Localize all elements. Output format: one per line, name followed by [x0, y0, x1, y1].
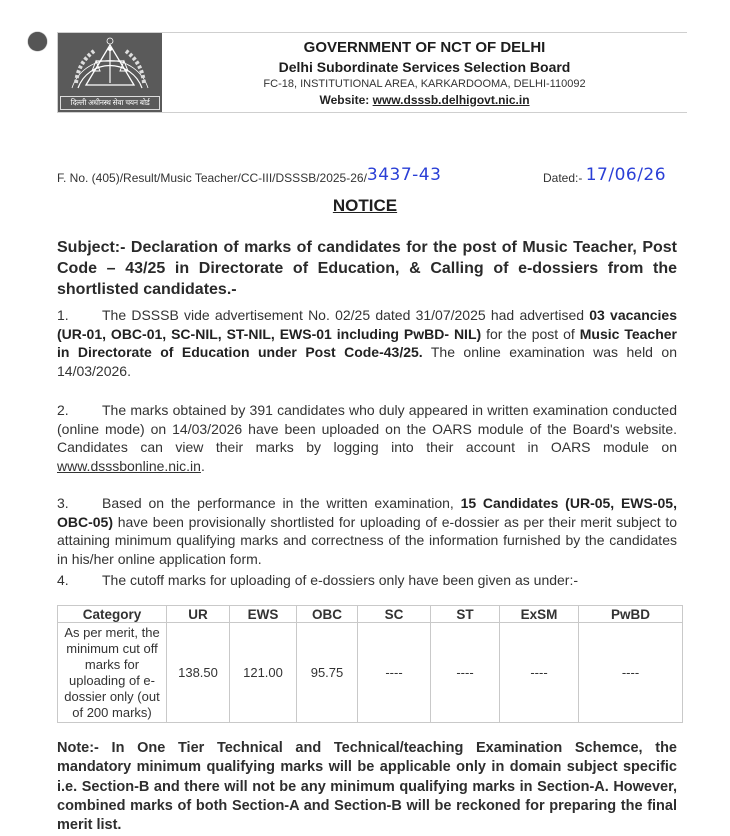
paragraph-1 [57, 306, 677, 380]
letterhead [57, 32, 687, 113]
cutoff-table [57, 605, 683, 723]
file-number [57, 167, 441, 187]
para-text: . [200, 457, 205, 474]
table-row [58, 623, 683, 723]
notice-title: NOTICE [332, 196, 398, 215]
letterhead-text [162, 33, 687, 107]
punch-hole [28, 32, 47, 51]
paragraph-3 [57, 494, 677, 568]
date-handwritten: 17/06/26 [585, 165, 667, 185]
scales-emblem-icon [58, 33, 162, 99]
paragraph-4 [57, 571, 677, 590]
col-pwbd: PwBD [579, 606, 683, 623]
col-sc: SC [358, 606, 431, 623]
para-text: have been provisionally shortlisted for uploading of e-dossier as per their merit subject to attaining minimum qualifying marks and correctness of the information furnished by the candidates in his/her online application form. [57, 513, 677, 567]
col-ur: UR [167, 606, 230, 623]
board-address: FC-18, INSTITUTIONAL AREA, KARKARDOOMA, DELHI-110092 [263, 78, 586, 90]
website-link[interactable]: www.dsssb.delhigovt.nic.in [372, 93, 530, 107]
paragraph-2 [57, 401, 677, 475]
para-text: for the post of [481, 325, 580, 342]
paragraph-number: 2. [57, 402, 69, 418]
col-exsm: ExSM [500, 606, 579, 623]
logo-caption: दिल्ली अधीनस्थ सेवा चयन बोर्ड [60, 96, 160, 110]
col-ews: EWS [230, 606, 297, 623]
paragraph-number: 3. [57, 495, 69, 511]
file-number-handwritten: 3437-43 [366, 165, 442, 185]
cell-obc: 95.75 [297, 623, 358, 723]
col-st: ST [431, 606, 500, 623]
para-bold: 03 vacancies (UR-01, OBC-01, SC-NIL, ST-NIL, EWS-01 including PwBD- NIL) [57, 307, 677, 342]
cell-exsm: ---- [500, 623, 579, 723]
cell-ur: 138.50 [167, 623, 230, 723]
cell-pwbd: ---- [579, 623, 683, 723]
para-text: The DSSSB vide advertisement No. 02/25 dated 31/07/2025 had advertised [102, 307, 590, 323]
cell-ews: 121.00 [230, 623, 297, 723]
board-name: Delhi Subordinate Services Selection Board [278, 59, 571, 75]
paragraph-number: 4. [57, 572, 69, 588]
col-category: Category [58, 606, 167, 623]
para-text: The cutoff marks for uploading of e-dossiers only have been given as under:- [102, 572, 579, 588]
table-header-row [58, 606, 683, 623]
dsssb-logo [58, 33, 162, 112]
para-text: Based on the performance in the written examination, [102, 495, 461, 511]
para-bold: Music Teacher in Directorate of Education under Post Code-43/25. [57, 325, 677, 360]
subject: Subject:- Declaration of marks of candidates for the post of Music Teacher, Post Code – 43/25 in Directorate of Education, & Calling of e-dossiers from the shortlisted candidates.- [57, 239, 677, 298]
date-line [543, 167, 666, 187]
col-obc: OBC [297, 606, 358, 623]
government-title: GOVERNMENT OF NCT OF DELHI [303, 39, 546, 56]
row-label: As per merit, the minimum cut off marks for uploading of e-dossier only (out of 200 marks) [58, 623, 167, 723]
cell-st: ---- [431, 623, 500, 723]
para-bold: 15 Candidates (UR-05, EWS-05, OBC-05) [57, 495, 677, 530]
website-line [162, 93, 687, 107]
date-label: Dated:- [543, 171, 583, 185]
para-text: The marks obtained by 391 candidates who duly appeared in written examination conducted (online mode) on 14/03/2026 have been uploaded on the OARS module of the Board's website. Candidates can view their marks by logging into their account in OARS module on [57, 402, 677, 455]
cell-sc: ---- [358, 623, 431, 723]
note: Note:- In One Tier Technical and Technical/teaching Examination Schemce, the mandatory minimum qualifying marks will be applicable only in domain subject specific i.e. Section-B and there will not be any minimum qualifying marks in Section-A. However, combined marks of both Section-A and Section-B will be reckoned for preparing the final merit list. [57, 740, 677, 834]
para-text: The online examination was held on 14/03/2026. [57, 344, 677, 379]
website-label: Website: [319, 93, 370, 107]
file-number-printed: F. No. (405)/Result/Music Teacher/CC-III/DSSSB/2025-26/ [57, 171, 367, 185]
oars-link[interactable]: www.dsssbonline.nic.in [57, 457, 201, 474]
paragraph-number: 1. [57, 307, 69, 323]
